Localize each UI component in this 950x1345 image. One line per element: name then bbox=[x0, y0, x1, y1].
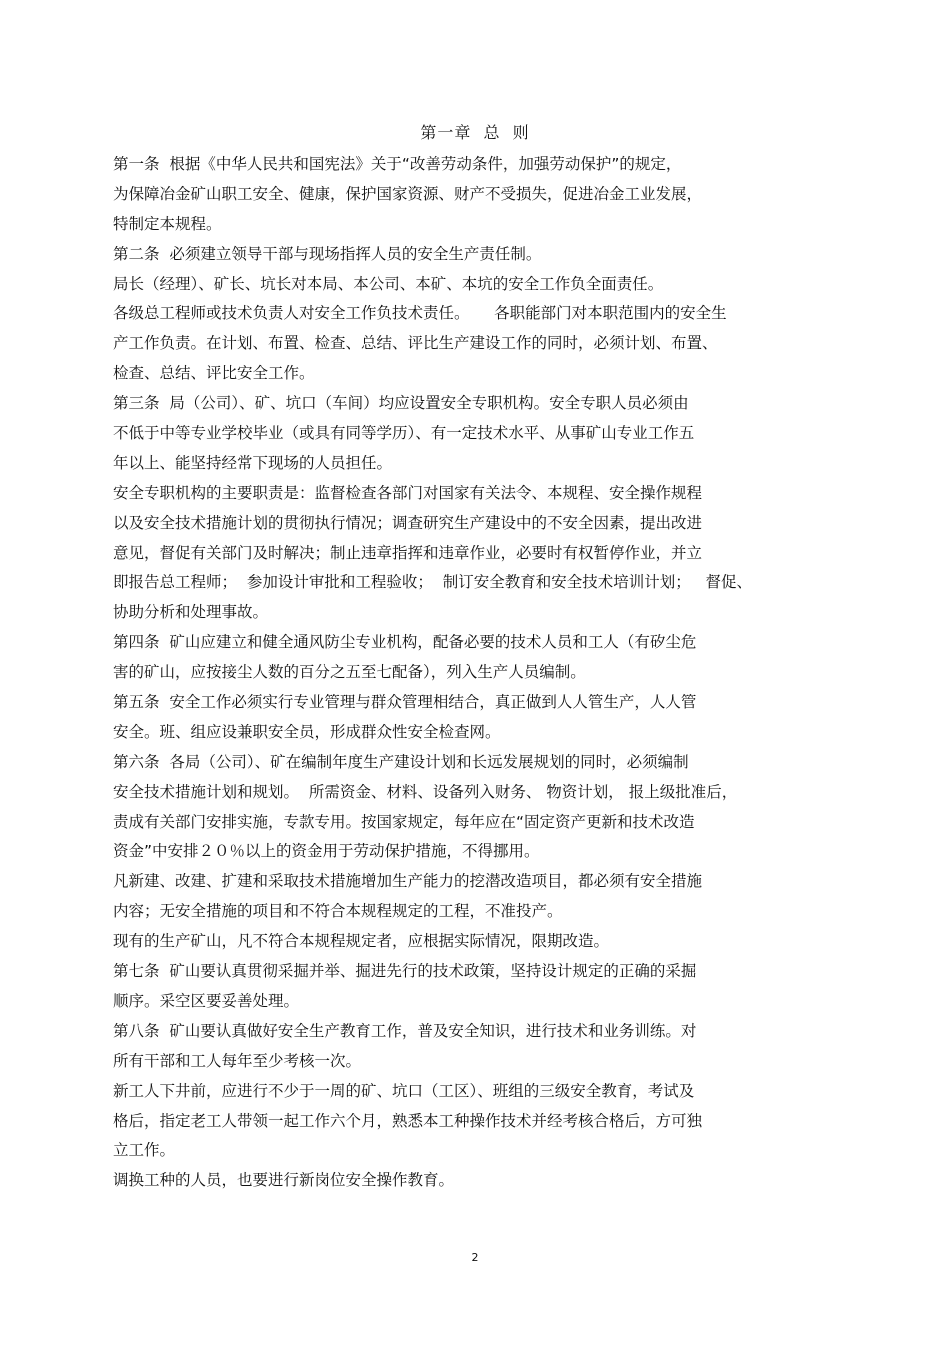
text-line: 立工作。 bbox=[113, 1141, 176, 1160]
text-line: 责成有关部门安排实施，专款专用。按国家规定，每年应在“固定资产更新和技术改造 bbox=[113, 812, 695, 831]
text-line: 第七条 矿山要认真贯彻采掘并举、掘进先行的技术政策，坚持设计规定的正确的采掘 bbox=[113, 962, 697, 981]
page-number: 2 bbox=[471, 1251, 479, 1264]
text-line: 安全技术措施计划和规划。 所需资金、材料、设备列入财务、 物资计划， 报上级批准后， bbox=[113, 782, 738, 801]
text-line: 第二条 必须建立领导干部与现场指挥人员的安全生产责任制。 bbox=[113, 244, 542, 263]
text-line: 第三条 局（公司）、矿、坑口（车间）均应设置安全专职机构。安全专职人员必须由 bbox=[113, 394, 689, 413]
text-line: 不低于中等专业学校毕业（或具有同等学历）、有一定技术水平、从事矿山专业工作五 bbox=[113, 424, 695, 443]
text-line: 格后，指定老工人带领一起工作六个月，熟悉本工种操作技术并经考核合格后，方可独 bbox=[113, 1111, 703, 1130]
text-line: 即报告总工程师； 参加设计审批和工程验收； 制订安全教育和安全技术培训计划； 督促、 bbox=[113, 573, 752, 592]
text-line: 检查、总结、评比安全工作。 bbox=[113, 364, 315, 383]
text-line: 安全。班、组应设兼职安全员，形成群众性安全检查网。 bbox=[113, 722, 501, 741]
text-line: 第八条 矿山要认真做好安全生产教育工作，普及安全知识，进行技术和业务训练。对 bbox=[113, 1021, 697, 1040]
text-line: 年以上、能坚持经常下现场的人员担任。 bbox=[113, 453, 393, 472]
text-line: 特制定本规程。 bbox=[113, 214, 222, 233]
body-text bbox=[113, 150, 853, 1196]
text-line: 所有干部和工人每年至少考核一次。 bbox=[113, 1051, 362, 1070]
text-line: 内容；无安全措施的项目和不符合本规程规定的工程，不准投产。 bbox=[113, 902, 563, 921]
text-line: 协助分析和处理事故。 bbox=[113, 603, 269, 622]
text-line: 现有的生产矿山，凡不符合本规程规定者，应根据实际情况，限期改造。 bbox=[113, 932, 610, 951]
text-line: 局长（经理）、矿长、坑长对本局、本公司、本矿、本坑的安全工作负全面责任。 bbox=[113, 274, 664, 293]
text-line: 为保障冶金矿山职工安全、健康，保护国家资源、财产不受损失，促进冶金工业发展， bbox=[113, 184, 703, 203]
chapter-title: 第一章 总 则 bbox=[420, 123, 530, 142]
text-line: 资金”中安排２０％以上的资金用于劳动保护措施，不得挪用。 bbox=[113, 842, 540, 861]
text-line: 安全专职机构的主要职责是：监督检查各部门对国家有关法令、本规程、安全操作规程 bbox=[113, 483, 703, 502]
text-line: 凡新建、改建、扩建和采取技术措施增加生产能力的挖潜改造项目，都必须有安全措施 bbox=[113, 872, 703, 891]
text-line: 第四条 矿山应建立和健全通风防尘专业机构，配备必要的技术人员和工人（有矽尘危 bbox=[113, 633, 697, 652]
text-line: 新工人下井前，应进行不少于一周的矿、坑口（工区）、班组的三级安全教育，考试及 bbox=[113, 1081, 695, 1100]
text-line: 第一条 根据《中华人民共和国宪法》关于“改善劳动条件，加强劳动保护”的规定， bbox=[113, 155, 682, 173]
text-line: 产工作负责。在计划、布置、检查、总结、评比生产建设工作的同时，必须计划、布置、 bbox=[113, 334, 718, 353]
text-line: 害的矿山，应按接尘人数的百分之五至七配备），列入生产人员编制。 bbox=[113, 663, 586, 682]
text-line: 第五条 安全工作必须实行专业管理与群众管理相结合，真正做到人人管生产，人人管 bbox=[113, 693, 697, 712]
text-line: 各级总工程师或技术负责人对安全工作负技术责任。 各职能部门对本职范围内的安全生 bbox=[113, 304, 727, 323]
text-line: 以及安全技术措施计划的贯彻执行情况；调查研究生产建设中的不安全因素，提出改进 bbox=[113, 513, 703, 532]
text-line: 第六条 各局（公司）、矿在编制年度生产建设计划和长远发展规划的同时，必须编制 bbox=[113, 752, 689, 771]
text-line: 意见，督促有关部门及时解决；制止违章指挥和违章作业，必要时有权暂停作业，并立 bbox=[113, 543, 703, 562]
text-line: 调换工种的人员，也要进行新岗位安全操作教育。 bbox=[113, 1171, 455, 1190]
text-line: 顺序。采空区要妥善处理。 bbox=[113, 991, 300, 1010]
